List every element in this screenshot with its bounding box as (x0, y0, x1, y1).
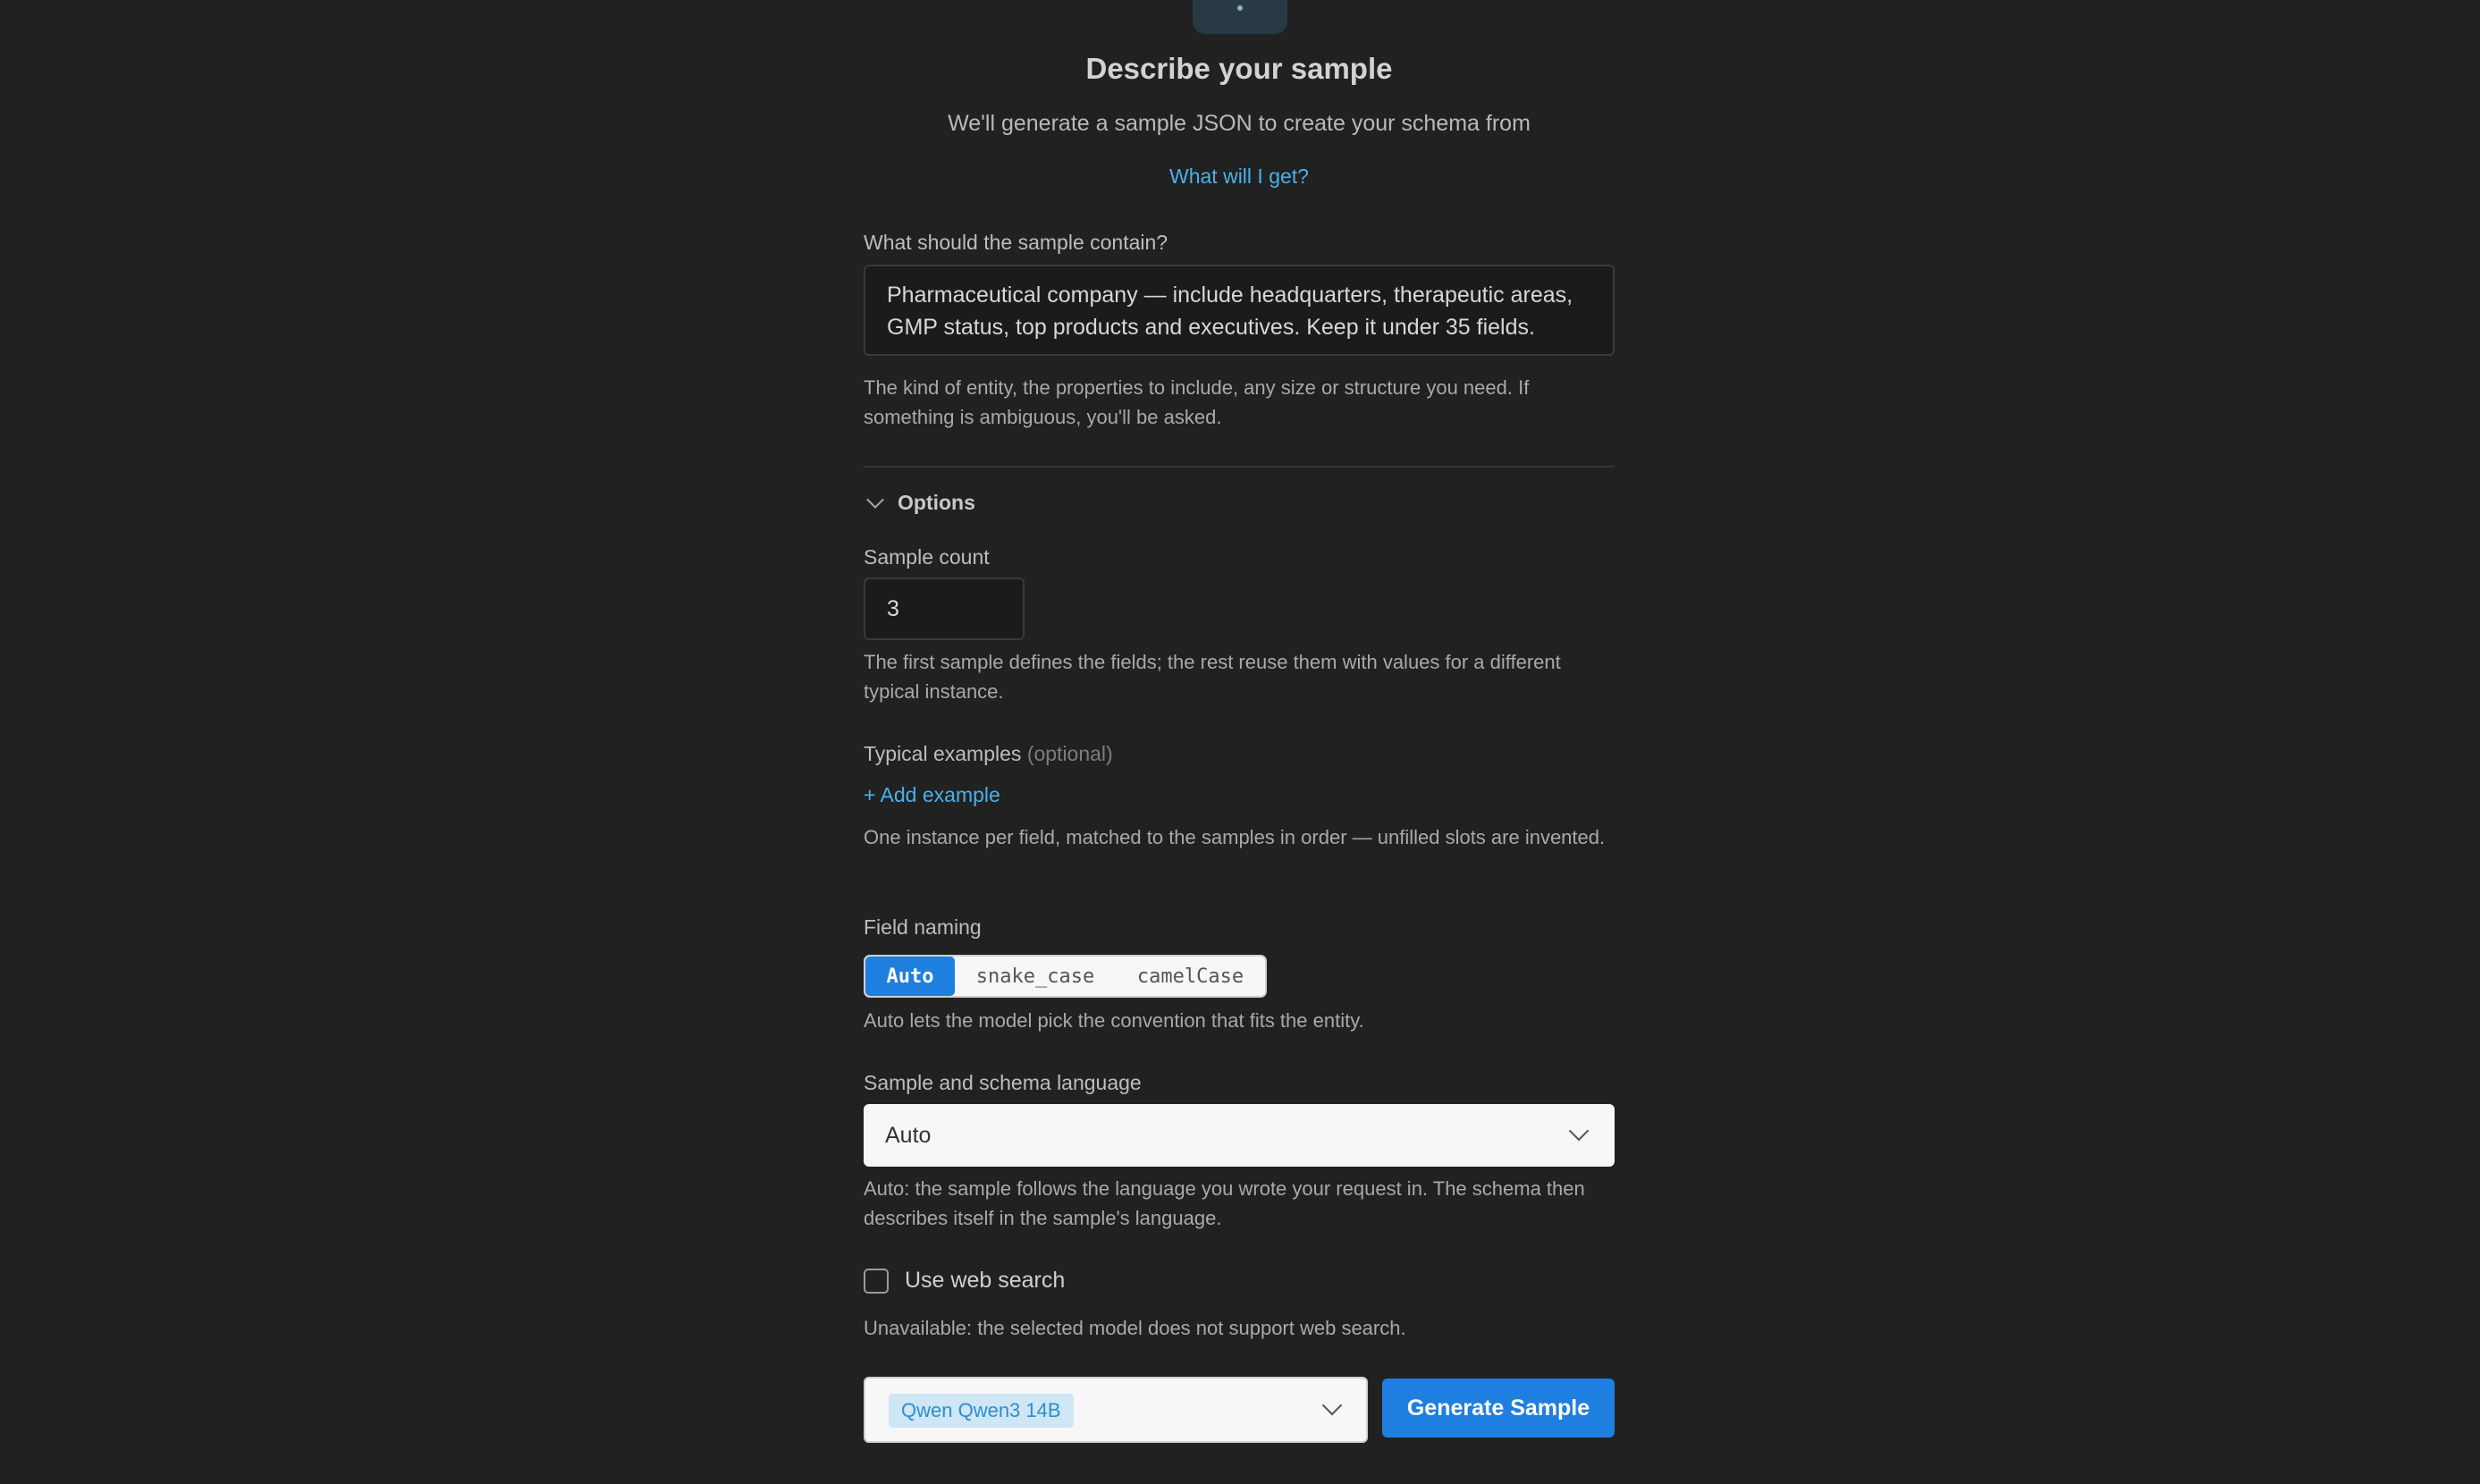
description-label: What should the sample contain? (864, 231, 1168, 254)
web-search-label[interactable]: Use web search (905, 1268, 1066, 1293)
field-naming-camel-case[interactable]: camelCase (1136, 965, 1244, 988)
optional-hint: (optional) (1026, 742, 1113, 765)
language-help: Auto: the sample follows the language you wrote your request in. The schema then describes itself in the sample's language. (864, 1177, 1585, 1229)
typical-examples-help: One instance per field, matched to the samples in order — unfilled slots are invented. (864, 826, 1606, 848)
field-naming-toggle (864, 955, 1267, 998)
language-label: Sample and schema language (864, 1071, 1142, 1094)
description-textarea[interactable]: Pharmaceutical company — include headquarters, therapeutic areas, GMP status, top products and executives. Keep it under 35 fields. (864, 265, 1615, 356)
model-tag: Qwen Qwen3 14B (889, 1394, 1074, 1428)
description-help: The kind of entity, the properties to include, any size or structure you need. If something is ambiguous, you'll be asked. (864, 376, 1530, 428)
typical-examples-label (864, 742, 1113, 766)
chevron-down-icon (1569, 1121, 1590, 1142)
page-title: Describe your sample (1085, 52, 1393, 85)
web-search-row (864, 1268, 1065, 1294)
divider (864, 466, 1615, 468)
what-will-i-get-link[interactable]: What will I get? (1169, 164, 1309, 188)
chevron-down-icon (1322, 1395, 1343, 1416)
options-label: Options (898, 490, 975, 514)
add-example-link[interactable]: + Add example (864, 783, 1000, 806)
app-badge (1193, 0, 1287, 34)
web-search-checkbox[interactable] (864, 1269, 889, 1294)
web-search-help: Unavailable: the selected model does not support web search. (864, 1317, 1406, 1339)
generate-sample-button[interactable]: Generate Sample (1382, 1379, 1615, 1438)
sample-count-input[interactable]: 3 (864, 578, 1025, 640)
field-naming-label: Field naming (864, 915, 982, 939)
language-select[interactable] (864, 1104, 1615, 1167)
language-value: Auto (885, 1123, 932, 1148)
field-naming-help: Auto lets the model pick the convention that fits the entity. (864, 1009, 1364, 1032)
options-toggle[interactable] (864, 488, 975, 517)
sample-count-label: Sample count (864, 545, 990, 569)
badge-icon (1237, 5, 1243, 11)
field-naming-snake-case[interactable]: snake_case (975, 965, 1095, 988)
typical-examples-text: Typical examples (864, 742, 1022, 765)
page-subtitle: We'll generate a sample JSON to create your schema from (948, 111, 1531, 136)
model-select[interactable] (864, 1377, 1368, 1443)
chevron-down-icon (866, 491, 884, 509)
field-naming-auto[interactable]: Auto (865, 957, 955, 996)
sample-count-help: The first sample defines the fields; the rest reuse them with values for a different typical instance. (864, 651, 1561, 703)
